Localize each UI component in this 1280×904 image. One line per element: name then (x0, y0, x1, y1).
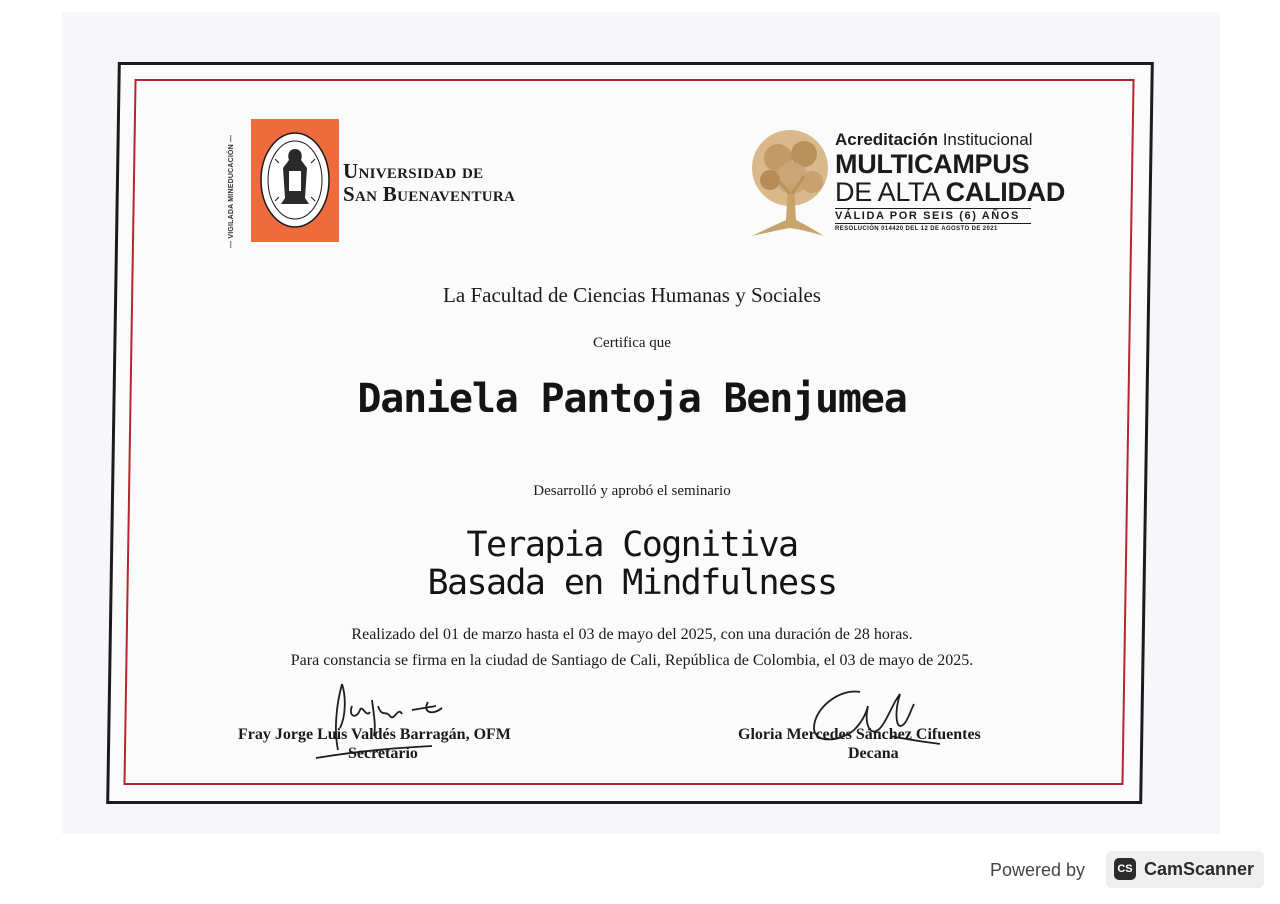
powered-by-label: Powered by (990, 860, 1086, 880)
camscanner-badge[interactable] (1106, 851, 1264, 888)
accreditation-line1 (835, 130, 1065, 150)
university-name-line1: Universidad de (343, 159, 484, 183)
accreditation-line3-b: CALIDAD (945, 177, 1066, 207)
recipient-name: Daniela Pantoja Benjumea (357, 376, 907, 422)
left-signatory-name: Fray Jorge Luis Valdés Barragán, OFM (238, 726, 511, 743)
course-title (0, 526, 1264, 602)
vigilada-label: — VIGILADA MINEDUCACIÓN — (228, 134, 235, 248)
certifies-text: Certifica que (593, 335, 671, 351)
university-seal-icon (251, 119, 339, 242)
accreditation-line1-rest: Institucional (937, 130, 1033, 149)
right-signatory-title: Decana (848, 745, 899, 762)
accreditation-validity: VÁLIDA POR SEIS (6) AÑOS (835, 208, 1031, 224)
camscanner-label: CamScanner (1144, 859, 1255, 879)
accreditation-block (835, 130, 1065, 232)
accreditation-resolution: RESOLUCIÓN 014420 DEL 12 DE AGOSTO DE 2021 (835, 226, 998, 232)
constancia-text: Para constancia se firma en la ciudad de Santiago de Cali, República de Colombia, el 03 de mayo de 2025. (290, 652, 974, 669)
faculty-name: La Facultad de Ciencias Humanas y Sociales (443, 283, 821, 307)
course-title-line2: Basada en Mindfulness (427, 563, 837, 603)
right-signatory-name: Gloria Mercedes Sánchez Cifuentes (738, 726, 981, 743)
camscanner-icon: CS (1114, 858, 1136, 880)
accreditation-line3 (835, 178, 1065, 206)
left-signatory-title: Secretario (348, 745, 418, 762)
university-name-line2: San Buenaventura (343, 182, 516, 206)
course-dates: Realizado del 01 de marzo hasta el 03 de mayo del 2025, con una duración de 28 horas. (351, 626, 913, 643)
tree-logo-icon (748, 124, 832, 240)
accreditation-line1-bold: Acreditación (835, 130, 938, 149)
university-name (343, 160, 515, 206)
accreditation-line2: MULTICAMPUS (835, 149, 1030, 179)
developed-text: Desarrolló y aprobó el seminario (533, 483, 731, 499)
accreditation-line3-a: DE ALTA (835, 177, 946, 207)
course-title-line1: Terapia Cognitiva (466, 525, 798, 565)
